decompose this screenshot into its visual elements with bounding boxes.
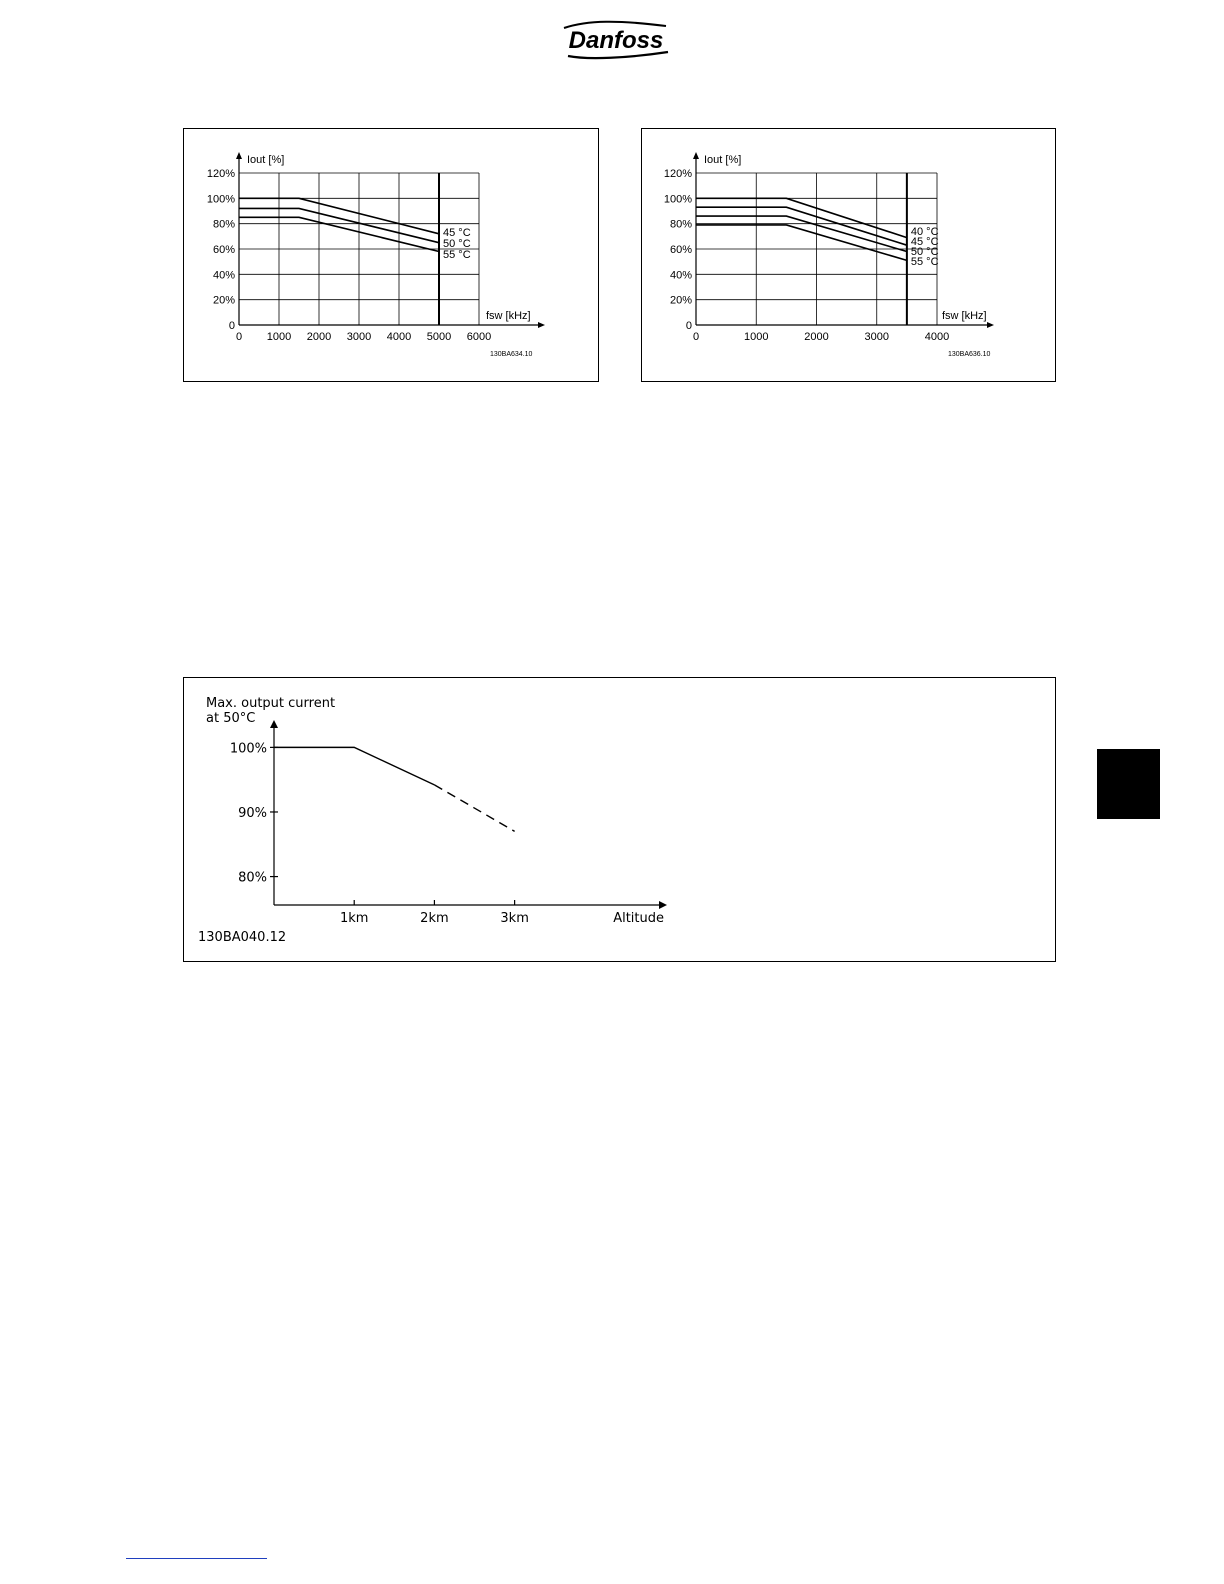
footer-link-underline <box>126 1558 267 1559</box>
y-tick-label: 40% <box>669 269 692 282</box>
y-tick-label: 120% <box>663 168 692 180</box>
x-tick-label: 1000 <box>266 331 292 343</box>
figure-code: 130BA634.10 <box>490 351 533 358</box>
y-tick-label: 100% <box>663 193 692 206</box>
series-label: 50 °C <box>910 246 939 258</box>
x-axis-arrow <box>987 322 994 328</box>
chart-1-svg <box>184 129 600 383</box>
x-axis-label: fsw [kHz] <box>942 310 987 322</box>
chart-switching-frequency-derating-2 <box>641 128 1056 382</box>
series-line <box>696 207 907 245</box>
series-line <box>696 198 907 237</box>
figure-code: 130BA040.12 <box>198 930 287 945</box>
y-tick-label: 40% <box>212 269 235 282</box>
y-tick-label: 80% <box>669 218 692 231</box>
chart-altitude-derating <box>183 677 1056 962</box>
y-axis-label: Iout [%] <box>247 154 285 166</box>
series-label: 55 °C <box>910 256 939 268</box>
series-label: 50 °C <box>443 238 471 250</box>
x-axis-arrow <box>538 322 545 328</box>
x-axis-label: Altitude <box>613 911 664 926</box>
x-tick-label: 2km <box>420 911 449 926</box>
y-tick-label: 20% <box>212 294 235 307</box>
chart-switching-frequency-derating-1 <box>183 128 599 382</box>
x-tick-label: 4000 <box>386 331 412 343</box>
series-line <box>239 198 439 233</box>
x-tick-label: 3km <box>500 911 529 926</box>
y-tick-label: 80% <box>212 218 235 231</box>
y-axis-arrow <box>270 720 278 728</box>
y-tick-label: 0 <box>685 320 692 332</box>
x-tick-label: 3000 <box>346 331 372 343</box>
y-tick-label: 100% <box>229 741 267 757</box>
y-axis-label-line: at 50°C <box>206 711 256 726</box>
x-axis-arrow <box>659 901 667 909</box>
series-line <box>696 216 907 251</box>
series-line-dashed <box>434 785 514 832</box>
y-axis-label: Iout [%] <box>704 154 742 166</box>
y-axis-arrow <box>693 152 699 159</box>
logo-text: Danfoss <box>568 27 664 54</box>
section-tab-marker <box>1097 749 1160 819</box>
y-tick-label: 60% <box>669 244 692 256</box>
series-line <box>239 217 439 251</box>
series-label: 55 °C <box>443 249 471 261</box>
y-tick-label: 90% <box>238 805 267 821</box>
x-tick-label: 0 <box>235 331 243 343</box>
y-tick-label: 0 <box>228 320 235 332</box>
figure-code: 130BA636.10 <box>948 351 991 358</box>
x-tick-label: 2000 <box>306 331 332 343</box>
y-tick-label: 100% <box>206 193 235 206</box>
y-axis-label-line: Max. output current <box>206 696 336 711</box>
chart-3-svg <box>184 678 1057 963</box>
y-axis-arrow <box>236 152 242 159</box>
chart-2-svg <box>642 129 1057 383</box>
x-tick-label: 6000 <box>466 331 492 343</box>
x-tick-label: 1000 <box>744 331 769 343</box>
y-tick-label: 20% <box>669 294 692 307</box>
x-tick-label: 1km <box>339 911 369 926</box>
series-label: 45 °C <box>443 227 471 239</box>
x-tick-label: 4000 <box>924 331 950 343</box>
series-label: 45 °C <box>910 236 939 248</box>
danfoss-logo <box>558 16 674 62</box>
x-tick-label: 2000 <box>804 331 829 343</box>
series-label: 40 °C <box>910 226 939 238</box>
x-tick-label: 0 <box>692 331 700 343</box>
x-axis-label: fsw [kHz] <box>486 310 531 322</box>
x-tick-label: 3000 <box>864 331 889 343</box>
y-tick-label: 120% <box>206 168 235 180</box>
y-tick-label: 60% <box>212 244 235 256</box>
y-tick-label: 80% <box>238 870 267 886</box>
series-line-solid <box>274 747 434 784</box>
x-tick-label: 5000 <box>426 331 452 343</box>
